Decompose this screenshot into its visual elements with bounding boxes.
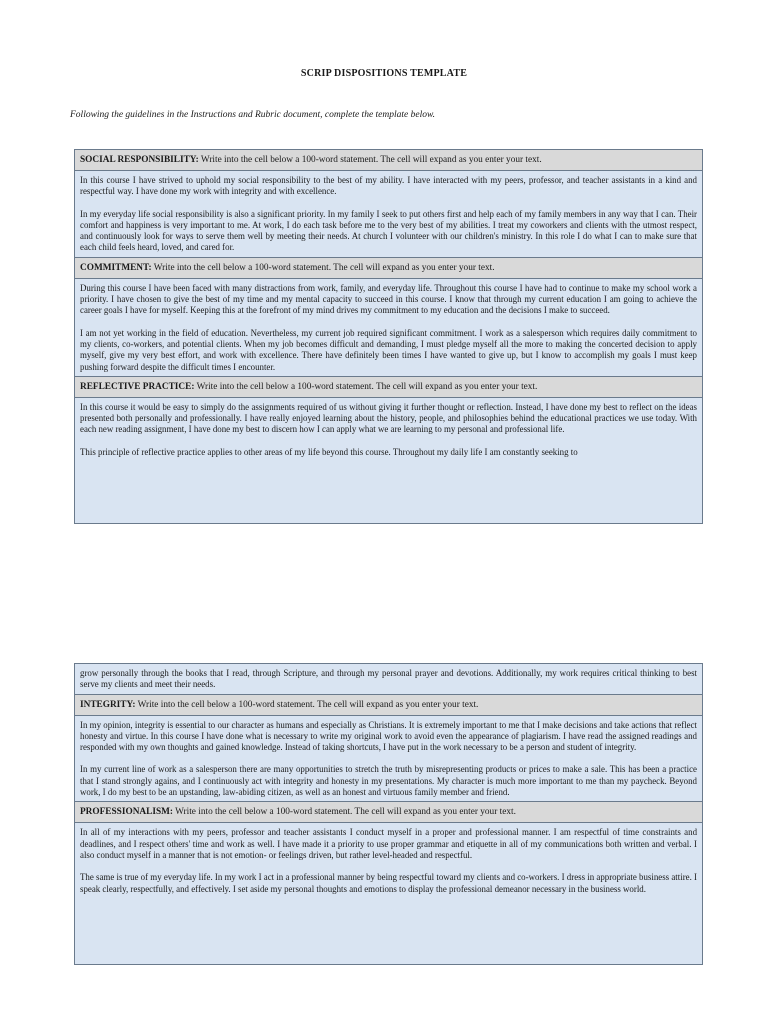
- reflective-practice-p2-continued: grow personally through the books that I read, through Scripture, and through my personal prayer and devotions. Additionally, my work requires critical thinking to best serve my clients and meet their needs.: [80, 668, 697, 690]
- social-responsibility-prompt: Write into the cell below a 100-word statement. The cell will expand as you enter your text.: [200, 155, 542, 165]
- commitment-heading: COMMITMENT:: [80, 262, 152, 273]
- professionalism-p2: The same is true of my everyday life. In my work I act in a professional manner by being respectful toward my clients and co-workers. I dress in appropriate business attire. I speak clearly, respectfully, and effectively. I set aside my personal thoughts and emotions to display the professional demeanor necessary in the business world.: [80, 872, 697, 894]
- social-responsibility-response[interactable]: [75, 171, 702, 258]
- professionalism-header: [75, 802, 702, 823]
- reflective-practice-heading: REFLECTIVE PRACTICE:: [80, 381, 195, 392]
- commitment-header: [75, 258, 702, 279]
- social-responsibility-heading: SOCIAL RESPONSIBILITY:: [80, 155, 199, 165]
- social-responsibility-header: [75, 150, 702, 171]
- integrity-p1: In my opinion, integrity is essential to our character as humans and especially as Christians. It is extremely important to me that I make decisions and take actions that reflect honesty and virtue. In this course I have done what is necessary to write my original work to avoid even the appearance of plagiarism. I have read the assigned readings and responded with my own thoughts and gained knowledge. Instead of taking shortcuts, I have put in the work necessary to be a person and student of integrity.: [80, 719, 697, 753]
- reflective-practice-response[interactable]: [75, 398, 702, 461]
- reflective-practice-p2: This principle of reflective practice applies to other areas of my life beyond this course. Throughout my daily life I am constantly seeking to: [80, 446, 578, 457]
- social-responsibility-p2: In my everyday life social responsibility is also a significant priority. In my family I seek to put others first and help each of my family members in any way that I can. Their comfort and happiness is very important to me. At work, I do each task before me to the very best of my abilities. I treat my coworkers and clients with the utmost respect, and continuously look for ways to serve them well by meeting their needs. At church I volunteer with our children's ministry. In this role I do what I can to make sure that each child feels heard, loved, and cared for.: [80, 208, 697, 253]
- commitment-prompt: Write into the cell below a 100-word statement. The cell will expand as you enter your text.: [153, 262, 495, 273]
- integrity-heading: INTEGRITY:: [80, 699, 136, 710]
- reflective-practice-p1: In this course it would be easy to simply do the assignments required of us without giving it further thought or reflection. Instead, I have done my best to reflect on the ideas presented both personally and professionally. I have really enjoyed learning about the history, people, and philosophies behind the educational practices we use today. With each new reading assignment, I have done my best to discern how I can apply what we are learning to my personal and professional life.: [80, 401, 697, 435]
- reflective-practice-response-continued[interactable]: [75, 664, 702, 695]
- integrity-response[interactable]: [75, 716, 702, 803]
- professionalism-prompt: Write into the cell below a 100-word statement. The cell will expand as you enter your text.: [175, 807, 516, 818]
- integrity-header: [75, 695, 702, 716]
- dispositions-table-page-2: [74, 663, 703, 965]
- professionalism-response[interactable]: [75, 823, 702, 897]
- document-title: SCRIP DISPOSITIONS TEMPLATE: [300, 68, 468, 79]
- commitment-p2: I am not yet working in the field of education. Nevertheless, my current job required significant commitment. I work as a salesperson which requires daily commitment to my clients, co-workers, and potential clients. When my job becomes difficult and demanding, I must pledge myself all the more to making the concerted decision to apply myself, give my very best effort, and work with excellence. There have definitely been times I have wanted to give up, but I know to accomplish my goals I must keep pushing forward despite the difficult times I encounter.: [80, 327, 697, 372]
- integrity-p2: In my current line of work as a salesperson there are many opportunities to stretch the truth by misrepresenting products or prices to make a sale. This has been a practice that I stand strongly agains, and I continuously act with integrity and honesty in my presentations. My character is much more important to me than my paycheck. Beyond work, I do my best to be an upstanding, law-abiding citizen, as well as an honest and virtuous family member and friend.: [80, 764, 697, 798]
- dispositions-table-page-1: [74, 149, 703, 524]
- reflective-practice-prompt: Write into the cell below a 100-word statement. The cell will expand as you enter your text.: [196, 381, 538, 392]
- social-responsibility-p1: In this course I have strived to uphold my social responsibility to the best of my ability. I have interacted with my peers, professor, and teacher assistants in a kind and respectful way. I have done my work with integrity and with excellence.: [80, 175, 697, 197]
- commitment-response[interactable]: [75, 279, 702, 377]
- integrity-prompt: Write into the cell below a 100-word statement. The cell will expand as you enter your text.: [137, 699, 479, 710]
- reflective-practice-header: [75, 377, 702, 398]
- professionalism-p1: In all of my interactions with my peers, professor and teacher assistants I conduct myself in a proper and professional manner. I am respectful of time constraints and deadlines, and I respect others' time and work as well. I have made it a priority to use proper grammar and etiquette in all of my communications both written and verbal. I also conduct myself in a manner that is not emotion- or feelings driven, but rather level-headed and respectful.: [80, 827, 697, 860]
- instructions-text: Following the guidelines in the Instructions and Rubric document, complete the template below.: [70, 110, 435, 120]
- commitment-p1: During this course I have been faced with many distractions from work, family, and everyday life. Throughout this course I have had to continue to make my school work a priority. I have chosen to give the best of my time and my mental capacity to succeed in this course. I know that through my current education I am going to achieve the career goals I have for myself. Keeping this at the forefront of my mind drives my commitment to my education and the decisions I make to succeed.: [80, 282, 697, 316]
- professionalism-heading: PROFESSIONALISM:: [80, 807, 173, 818]
